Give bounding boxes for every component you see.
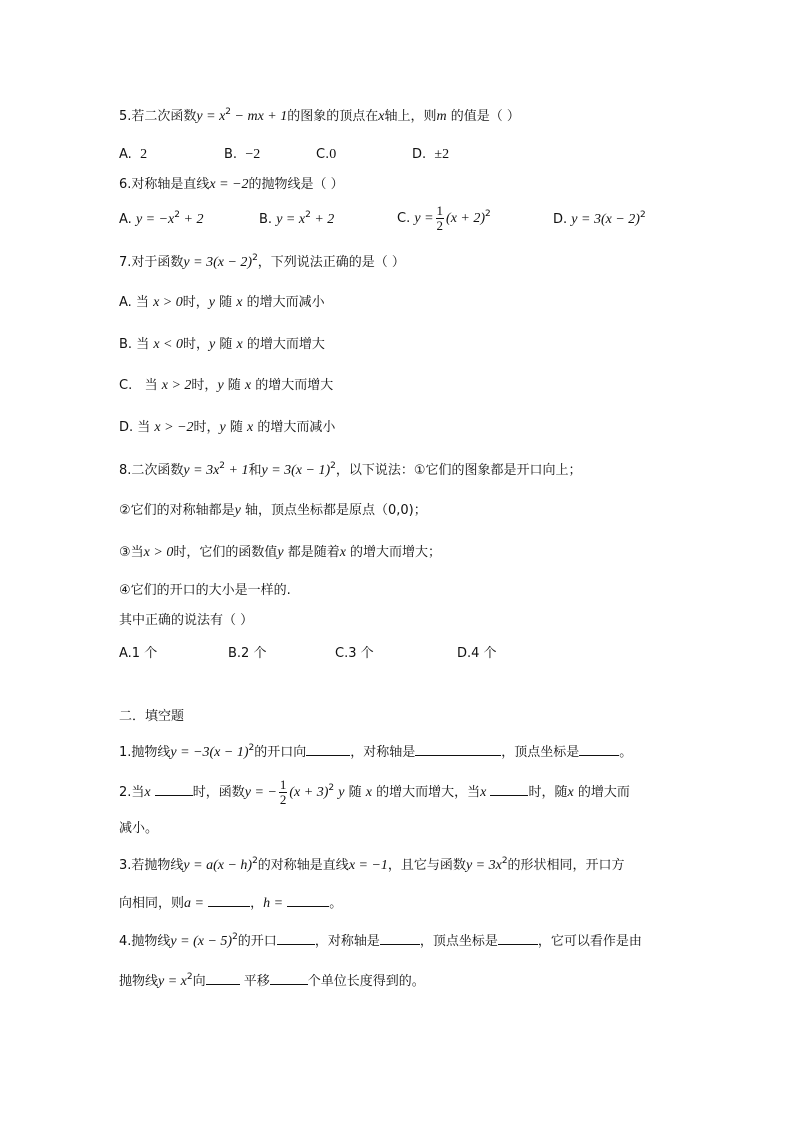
answer-blank[interactable] bbox=[306, 743, 350, 756]
fraction-half: $\frac{1}{2}$ bbox=[436, 203, 444, 233]
answer-blank[interactable] bbox=[380, 932, 420, 945]
q5-option-c: C.0 bbox=[316, 147, 337, 162]
fill-question-3: 3.若抛物线$y = a(x - h)^2$的对称轴是直线x = −1，且它与函数$y = 3x^2$的形状相同，开口方 bbox=[119, 856, 625, 873]
q8-option-d: D.4 个 bbox=[457, 646, 497, 661]
question-7-stem: 7.对于函数$y = 3(x - 2)^2$，下列说法正确的是（ ） bbox=[119, 253, 405, 270]
var-m: m bbox=[436, 109, 447, 124]
q5-text: 5.若二次函数 bbox=[119, 109, 197, 124]
question-6-stem: 6.对称轴是直线x = −2的抛物线是（ ） bbox=[119, 177, 344, 192]
q8-statement-4: ④它们的开口的大小是一样的. bbox=[119, 583, 291, 598]
fill-question-4-cont: 抛物线$y = x^2$向 平移 个单位长度得到的。 bbox=[119, 972, 425, 989]
question-8-stem: 8.二次函数$y = 3x^2 + 1$和$y = 3(x - 1)^2$，以下说法：①它们的图象都是开口向上； bbox=[119, 461, 582, 478]
var-x: x bbox=[378, 109, 385, 124]
fill-question-3-cont: 向相同，则a = ，h = 。 bbox=[119, 896, 343, 911]
exponent: 2 bbox=[225, 107, 232, 117]
q6-axis-equation: x = −2 bbox=[209, 177, 249, 192]
q6-option-c: C. y = $\frac{1}{2}$ $(x + 2)^2$ bbox=[397, 203, 491, 233]
q5-function-tail: − mx + 1 bbox=[231, 109, 288, 124]
q6-option-a: A. $y = -x^2 + 2$ bbox=[119, 210, 204, 227]
q8-statement-2: ②它们的对称轴都是y 轴，顶点坐标都是原点（0,0)； bbox=[119, 503, 427, 518]
answer-blank[interactable] bbox=[270, 972, 308, 985]
fill-question-1: 1.抛物线$y = -3(x - 1)^2$的开口向 ，对称轴是 ，顶点坐标是 。 bbox=[119, 743, 633, 760]
answer-blank[interactable] bbox=[208, 894, 250, 907]
answer-blank[interactable] bbox=[498, 932, 538, 945]
q8-option-c: C.3 个 bbox=[335, 646, 374, 661]
q5-option-b: B. −2 bbox=[224, 147, 261, 162]
q5-function: y = x bbox=[196, 109, 226, 124]
answer-blank[interactable] bbox=[155, 783, 193, 796]
q5-option-d: D. ±2 bbox=[412, 147, 450, 162]
section-title: 二．填空题 bbox=[119, 709, 185, 724]
fraction-half: $\frac{1}{2}$ bbox=[279, 777, 287, 807]
q5-text: 的图象的顶点在 bbox=[287, 109, 379, 124]
q8-option-b: B.2 个 bbox=[228, 646, 267, 661]
q8-statement-3: ③当x > 0时，它们的函数值y 都是随着x 的增大而增大； bbox=[119, 545, 442, 560]
q5-option-a: A. 2 bbox=[119, 147, 148, 162]
fill-question-2: 2.当x 时，函数y = − $\frac{1}{2}$ $(x + 3)^2$ y 随 x 的增大而增大，当x 时，随x 的增大而 bbox=[119, 777, 630, 807]
q7-option-a: A. 当 x > 0时，y 随 x 的增大而减小 bbox=[119, 295, 325, 310]
q5-text: 的值是（ ） bbox=[446, 109, 520, 124]
q6-option-b: B. $y = x^2 + 2$ bbox=[259, 210, 335, 227]
answer-blank[interactable] bbox=[415, 743, 501, 756]
fill-question-2-cont: 减小。 bbox=[119, 821, 159, 836]
answer-blank[interactable] bbox=[277, 932, 315, 945]
q7-option-c: C. 当 x > 2时，y 随 x 的增大而增大 bbox=[119, 378, 334, 393]
q8-option-a: A.1 个 bbox=[119, 646, 158, 661]
q7-option-b: B. 当 x < 0时，y 随 x 的增大而增大 bbox=[119, 337, 325, 352]
fill-question-4: 4.抛物线$y = (x - 5)^2$的开口 ，对称轴是 ，顶点坐标是 ，它可以看作是由 bbox=[119, 932, 642, 949]
q8-ask: 其中正确的说法有（ ） bbox=[119, 613, 254, 628]
q5-text: 轴上，则 bbox=[384, 109, 437, 124]
q6-option-d: D. $y = 3(x - 2)^2$ bbox=[553, 210, 646, 227]
answer-blank[interactable] bbox=[287, 894, 329, 907]
answer-blank[interactable] bbox=[490, 783, 528, 796]
answer-blank[interactable] bbox=[579, 743, 619, 756]
q7-option-d: D. 当 x > −2时，y 随 x 的增大而减小 bbox=[119, 420, 336, 435]
q7-function: y = 3(x − 2) bbox=[183, 255, 253, 270]
answer-blank[interactable] bbox=[206, 972, 240, 985]
question-5-stem bbox=[119, 108, 520, 126]
